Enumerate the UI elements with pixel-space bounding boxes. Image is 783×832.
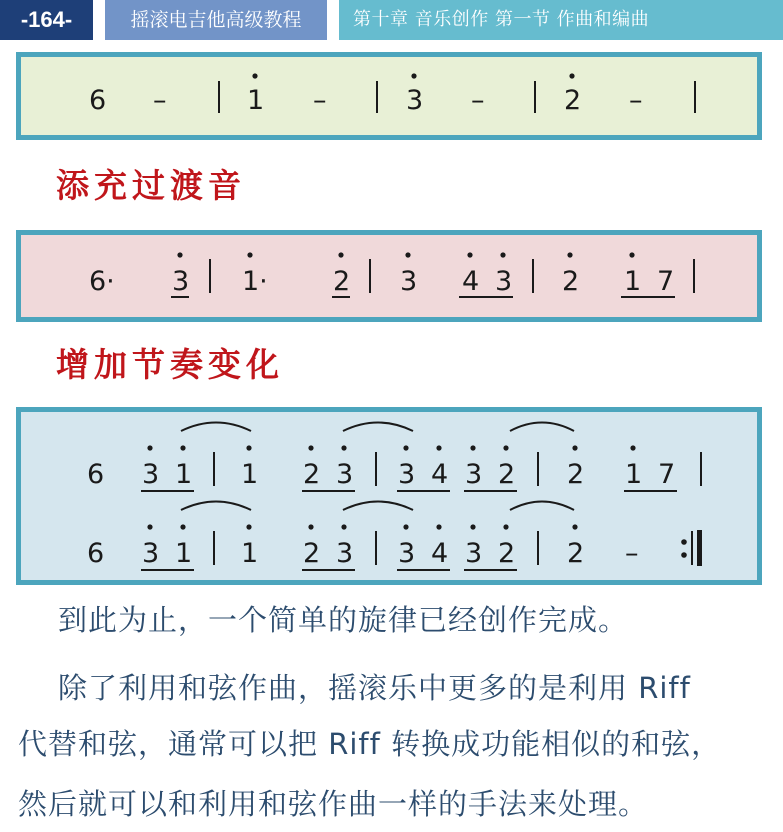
note: 6· bbox=[89, 266, 115, 297]
octave-dot bbox=[147, 445, 152, 450]
dash: – bbox=[153, 85, 167, 116]
octave-dot bbox=[436, 445, 441, 450]
octave-dot bbox=[405, 252, 410, 257]
note: 4 bbox=[431, 538, 449, 569]
note: 2 bbox=[567, 459, 585, 490]
note: 3 bbox=[398, 538, 416, 569]
note: 2 bbox=[498, 538, 516, 569]
note: 1· bbox=[242, 266, 268, 297]
tie bbox=[510, 423, 574, 432]
octave-dot bbox=[246, 445, 251, 450]
octave-dot bbox=[500, 252, 505, 257]
octave-dot bbox=[308, 524, 313, 529]
note: 3 bbox=[465, 459, 483, 490]
body-paragraph-2-line-2: 代替和弦，通常可以把 Riff 转换成功能相似的和弦， bbox=[18, 727, 722, 761]
note: 3 bbox=[142, 538, 160, 569]
note: 2 bbox=[562, 266, 580, 297]
staff-svg-3 bbox=[21, 412, 757, 580]
dash: – bbox=[471, 85, 485, 116]
note: 3 bbox=[465, 538, 483, 569]
repeat-dot bbox=[681, 552, 687, 558]
note: 3 bbox=[495, 266, 513, 297]
octave-dot bbox=[436, 524, 441, 529]
note: 3 bbox=[406, 85, 424, 116]
octave-dot bbox=[470, 524, 475, 529]
octave-dot bbox=[338, 252, 343, 257]
note: 2 bbox=[564, 85, 582, 116]
octave-dot bbox=[247, 252, 252, 257]
book-title: 摇滚电吉他高级教程 bbox=[105, 0, 327, 40]
score-rhythm-variation bbox=[16, 407, 762, 585]
octave-dot bbox=[503, 445, 508, 450]
tie bbox=[181, 502, 251, 511]
octave-dot bbox=[572, 524, 577, 529]
note: 6 bbox=[89, 85, 107, 116]
dash: – bbox=[313, 85, 327, 116]
note: 6 bbox=[87, 459, 105, 490]
note: 1 bbox=[175, 538, 193, 569]
octave-dot bbox=[572, 445, 577, 450]
repeat-thick-line bbox=[697, 530, 702, 566]
note: 1 bbox=[241, 459, 259, 490]
octave-dot bbox=[177, 252, 182, 257]
note: 6 bbox=[87, 538, 105, 569]
body-paragraph-2-line-1: 除了利用和弦作曲，摇滚乐中更多的是利用 Riff bbox=[58, 671, 691, 705]
octave-dot bbox=[567, 252, 572, 257]
section-heading-rhythm-variation: 增加节奏变化 bbox=[56, 345, 284, 384]
tie bbox=[343, 423, 413, 432]
octave-dot bbox=[629, 252, 634, 257]
note: 1 bbox=[624, 266, 642, 297]
octave-dot bbox=[308, 445, 313, 450]
note: 7 bbox=[657, 266, 675, 297]
octave-dot bbox=[341, 524, 346, 529]
octave-dot bbox=[403, 445, 408, 450]
note: 2 bbox=[567, 538, 585, 569]
chapter-title: 第十章 音乐创作 第一节 作曲和编曲 bbox=[339, 0, 783, 40]
note: 3 bbox=[172, 266, 190, 297]
note: 2 bbox=[498, 459, 516, 490]
tie bbox=[181, 423, 251, 432]
note: 2 bbox=[303, 538, 321, 569]
octave-dot bbox=[180, 445, 185, 450]
note: 7 bbox=[658, 459, 676, 490]
section-heading-passing-tones: 添充过渡音 bbox=[56, 166, 246, 205]
dash: – bbox=[625, 538, 639, 569]
octave-dot bbox=[147, 524, 152, 529]
octave-dot bbox=[411, 73, 416, 78]
octave-dot bbox=[252, 73, 257, 78]
note: 3 bbox=[400, 266, 418, 297]
note: 4 bbox=[462, 266, 480, 297]
octave-dot bbox=[403, 524, 408, 529]
note: 3 bbox=[336, 538, 354, 569]
page-header bbox=[0, 0, 783, 40]
note: 3 bbox=[398, 459, 416, 490]
dash: – bbox=[629, 85, 643, 116]
octave-dot bbox=[630, 445, 635, 450]
page-number: -164- bbox=[0, 0, 93, 40]
note: 3 bbox=[336, 459, 354, 490]
octave-dot bbox=[470, 445, 475, 450]
body-paragraph-1: 到此为止，一个简单的旋律已经创作完成。 bbox=[58, 603, 629, 637]
score-passing-tones bbox=[16, 230, 762, 322]
note: 1 bbox=[175, 459, 193, 490]
octave-dot bbox=[503, 524, 508, 529]
note: 1 bbox=[625, 459, 643, 490]
note: 2 bbox=[333, 266, 351, 297]
octave-dot bbox=[467, 252, 472, 257]
score-original-melody bbox=[16, 52, 762, 140]
body-paragraph-2-line-3: 然后就可以和利用和弦作曲一样的手法来处理。 bbox=[18, 787, 649, 821]
note: 1 bbox=[247, 85, 265, 116]
repeat-dot bbox=[681, 539, 687, 545]
octave-dot bbox=[569, 73, 574, 78]
staff-svg-2 bbox=[21, 235, 757, 317]
note: 3 bbox=[142, 459, 160, 490]
note: 4 bbox=[431, 459, 449, 490]
octave-dot bbox=[246, 524, 251, 529]
octave-dot bbox=[341, 445, 346, 450]
note: 1 bbox=[241, 538, 259, 569]
tie bbox=[510, 502, 574, 511]
staff-svg-1 bbox=[21, 57, 757, 135]
note: 2 bbox=[303, 459, 321, 490]
octave-dot bbox=[180, 524, 185, 529]
tie bbox=[343, 502, 413, 511]
